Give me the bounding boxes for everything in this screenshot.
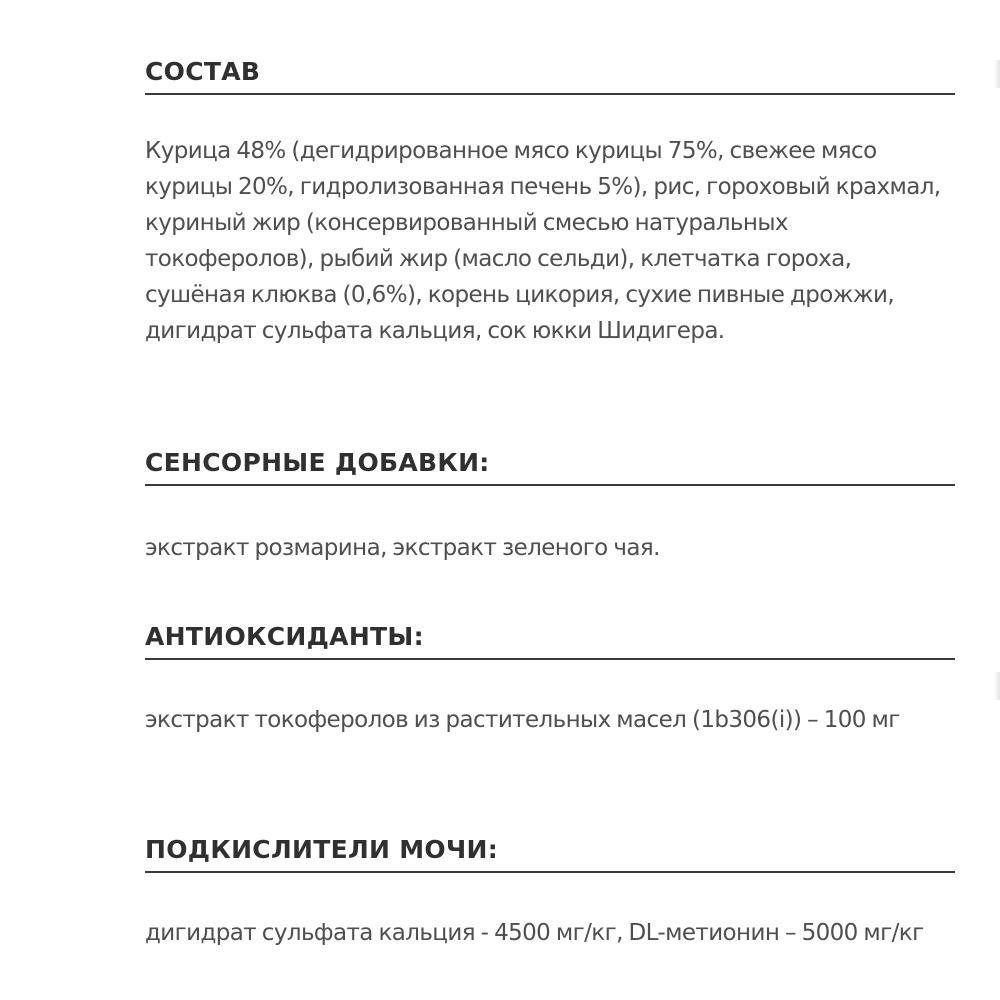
composition-section <box>145 55 955 349</box>
antioxidants-section <box>145 620 955 738</box>
edge-decoration <box>994 672 1000 700</box>
composition-heading: СОСТАВ <box>145 55 955 95</box>
urine-acidifiers-section <box>145 833 955 951</box>
sensory-additives-heading: СЕНСОРНЫЕ ДОБАВКИ: <box>145 446 955 486</box>
antioxidants-text: экстракт токоферолов из растительных масел (1b306(i)) – 100 мг <box>145 707 900 733</box>
antioxidants-heading: АНТИОКСИДАНТЫ: <box>145 620 955 660</box>
urine-acidifiers-text: дигидрат сульфата кальция - 4500 мг/кг, DL-метионин – 5000 мг/кг <box>145 920 924 946</box>
sensory-additives-section <box>145 446 955 566</box>
sensory-additives-text: экстракт розмарина, экстракт зеленого чая. <box>145 535 660 561</box>
edge-decoration <box>994 60 1000 88</box>
composition-text: Курица 48% (дегидрированное мясо курицы 75%, свежее мясо курицы 20%, гидролизованная печень 5%), рис, гороховый крахмал, куриный жир (консервированный смесью натуральных токоферолов), рыбий жир (масло сельди), клетчатка гороха, сушёная клюква (0,6%), корень цикория, сухие пивные дрожжи, дигидрат сульфата кальция, сок юкки Шидигера. <box>145 138 941 344</box>
urine-acidifiers-heading: ПОДКИСЛИТЕЛИ МОЧИ: <box>145 833 955 873</box>
